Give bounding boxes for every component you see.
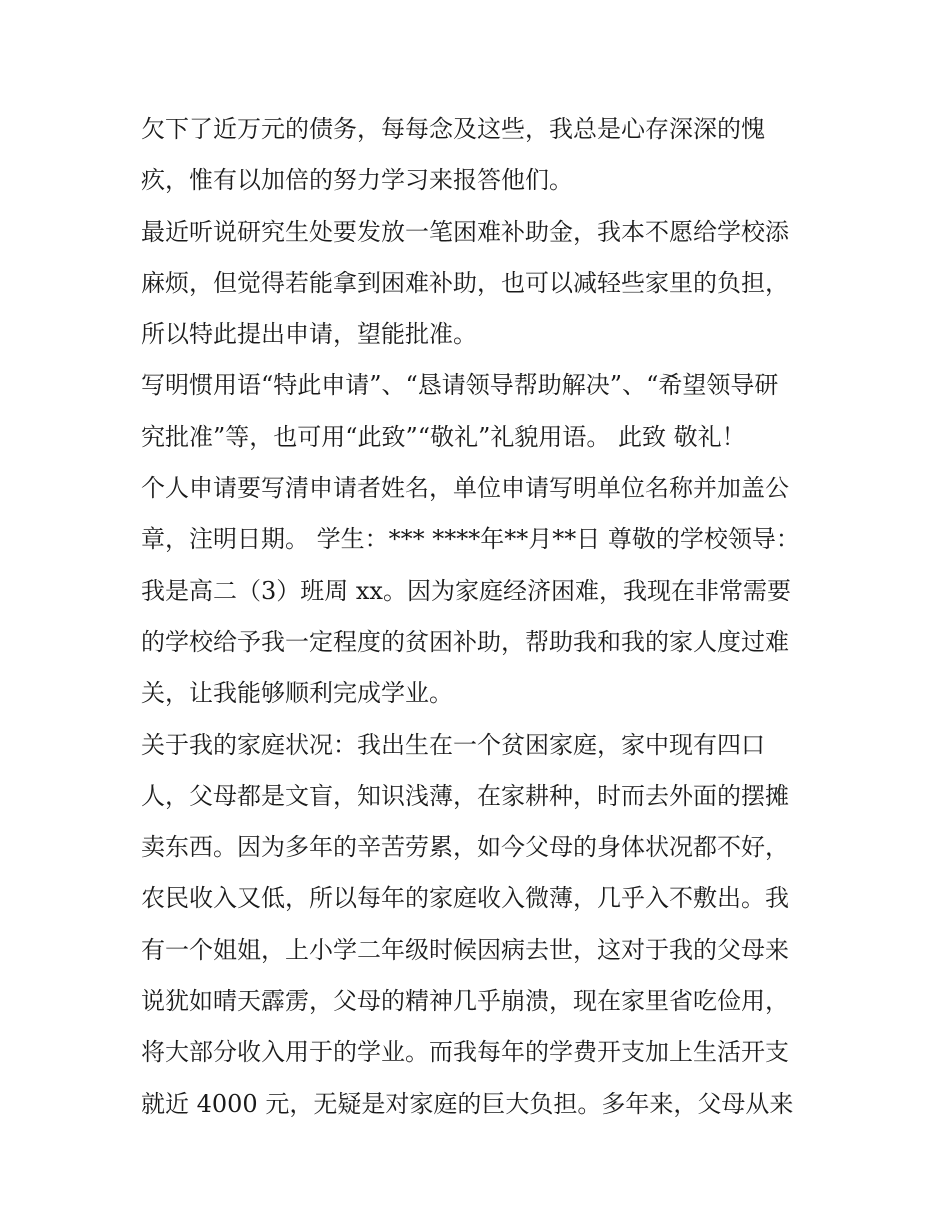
- text-line: 就近 4000 元，无疑是对家庭的巨大负担。多年来，父母从来: [141, 1089, 794, 1118]
- text-line: 疚，惟有以加倍的努力学习来报答他们。: [141, 166, 573, 195]
- text-line: 关于我的家庭状况：我出生在一个贫困家庭，家中现有四口: [141, 730, 765, 759]
- text-line: 卖东西。因为多年的辛苦劳累，如今父母的身体状况都不好，: [141, 833, 789, 862]
- text-line: 究批准”等，也可用“此致”“敬礼”礼貌用语。 此致 敬礼！: [141, 422, 746, 451]
- text-line: 我是高二（3）班周 xx。因为家庭经济困难，我现在非常需要: [141, 576, 791, 605]
- text-line: 人，父母都是文盲，知识浅薄，在家耕种，时而去外面的摆摊: [141, 781, 789, 810]
- text-line: 关，让我能够顺利完成学业。: [141, 679, 453, 708]
- text-line: 麻烦，但觉得若能拿到困难补助，也可以减轻些家里的负担，: [141, 268, 789, 297]
- text-line: 农民收入又低，所以每年的家庭收入微薄，几乎入不敷出。我: [141, 884, 789, 913]
- text-line: 欠下了近万元的债务，每每念及这些，我总是心存深深的愧: [141, 115, 765, 143]
- text-line: 最近听说研究生处要发放一笔困难补助金，我本不愿给学校添: [141, 217, 789, 246]
- document-body: [141, 104, 821, 1130]
- text-line: 的学校给予我一定程度的贫困补助，帮助我和我的家人度过难: [141, 627, 789, 656]
- text-line: 所以特此提出申请，望能批准。: [141, 320, 477, 349]
- text-line: 有一个姐姐，上小学二年级时候因病去世，这对于我的父母来: [141, 935, 789, 964]
- text-line: 将大部分收入用于的学业。而我每年的学费开支加上生活开支: [141, 1038, 789, 1067]
- text-line: 章，注明日期。 学生：*** ****年**月**日 尊敬的学校领导：: [141, 525, 800, 554]
- text-line: 个人申请要写清申请者姓名，单位申请写明单位名称并加盖公: [141, 474, 789, 503]
- text-line: 写明惯用语“特此申请”、“恳请领导帮助解决”、“希望领导研: [141, 371, 779, 400]
- text-line: 说犹如晴天霹雳，父母的精神几乎崩溃，现在家里省吃俭用，: [141, 987, 789, 1016]
